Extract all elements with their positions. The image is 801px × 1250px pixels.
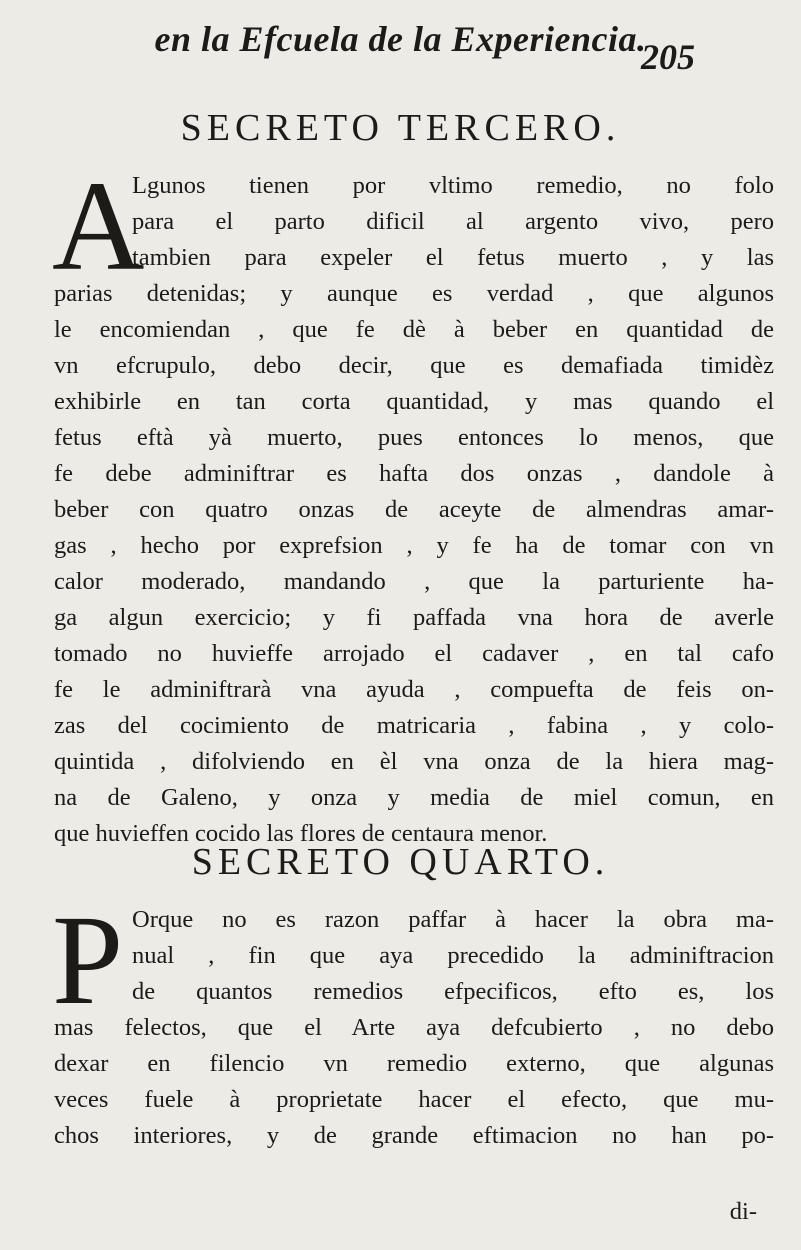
- running-head-title: en la Efcuela de la Experiencia.: [154, 19, 647, 59]
- drop-cap-p: P: [52, 889, 124, 1031]
- text-line: parias detenidas; y aunque es verdad , que algunos: [54, 280, 774, 307]
- text-line: veces fuele à proprietate hacer el efecto, que mu-: [54, 1086, 774, 1113]
- text-line: fetus eftà yà muerto, pues entonces lo menos, que: [54, 424, 774, 451]
- text-line: vn efcrupulo, debo decir, que es demafiada timidèz: [54, 352, 774, 379]
- text-line: Lgunos tienen por vltimo remedio, no folo: [132, 172, 774, 199]
- text-line: fe debe adminiftrar es hafta dos onzas , dandole à: [54, 460, 774, 487]
- text-line: para el parto dificil al argento vivo, pero: [132, 208, 774, 235]
- section-title-tercero: SECRETO TERCERO.: [180, 107, 621, 149]
- paragraph-tercero: [54, 168, 774, 852]
- text-line: calor moderado, mandando , que la parturiente ha-: [54, 568, 774, 595]
- section-title-quarto: SECRETO QUARTO.: [191, 841, 610, 883]
- page-number: 205: [641, 37, 695, 77]
- catchword: di-: [729, 1198, 757, 1225]
- text-line: tomado no huvieffe arrojado el cadaver , en tal cafo: [54, 640, 774, 667]
- text-line: dexar en filencio vn remedio externo, que algunas: [54, 1050, 774, 1077]
- text-line: na de Galeno, y onza y media de miel comun, en: [54, 784, 774, 811]
- text-line: ga algun exercicio; y fi paffada vna hora de averle: [54, 604, 774, 631]
- text-line: beber con quatro onzas de aceyte de almendras amar-: [54, 496, 774, 523]
- text-line: exhibirle en tan corta quantidad, y mas quando el: [54, 388, 774, 415]
- paragraph-quarto: [54, 902, 774, 1154]
- text-line: chos interiores, y de grande eftimacion no han po-: [54, 1122, 774, 1149]
- text-line: gas , hecho por exprefsion , y fe ha de tomar con vn: [54, 532, 774, 559]
- text-line: de quantos remedios efpecificos, efto es, los: [132, 978, 774, 1005]
- text-line: zas del cocimiento de matricaria , fabina , y colo-: [54, 712, 774, 739]
- text-line: fe le adminiftrarà vna ayuda , compuefta de feis on-: [54, 676, 774, 703]
- text-line: tambien para expeler el fetus muerto , y las: [132, 244, 774, 271]
- text-line: quintida , difolviendo en èl vna onza de la hiera mag-: [54, 748, 774, 775]
- text-line: le encomiendan , que fe dè à beber en quantidad de: [54, 316, 774, 343]
- text-line: Orque no es razon paffar à hacer la obra ma-: [132, 906, 774, 933]
- text-line: que huvieffen cocido las flores de centaura menor.: [54, 820, 548, 847]
- drop-cap-a: A: [52, 155, 145, 297]
- text-line: nual , fin que aya precedido la adminiftracion: [132, 942, 774, 969]
- text-line: mas felectos, que el Arte aya defcubierto , no debo: [54, 1014, 774, 1041]
